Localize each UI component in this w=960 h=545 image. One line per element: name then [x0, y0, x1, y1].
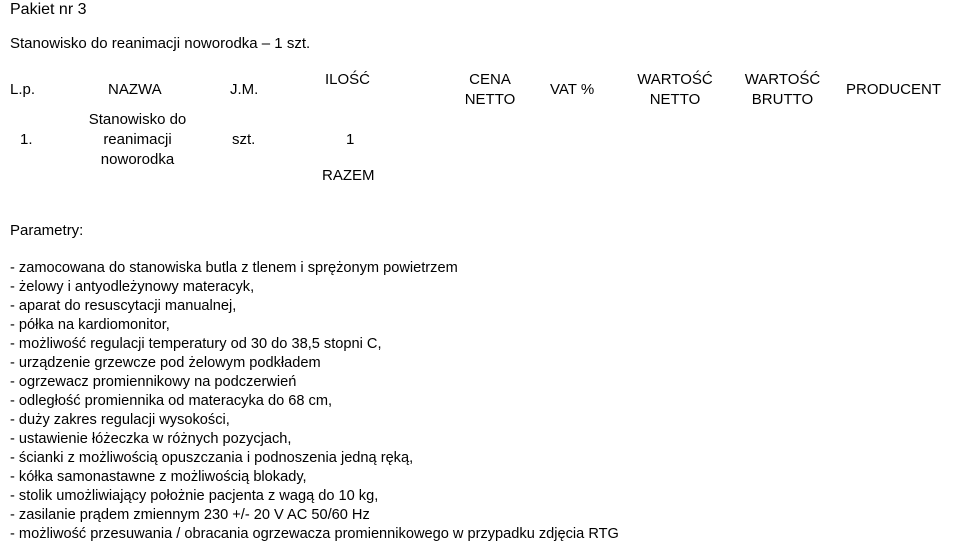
header-wartosc-brutto-line1: WARTOŚĆ — [744, 71, 821, 88]
header-producent: PRODUCENT — [846, 81, 942, 98]
header-wartosc-brutto — [735, 70, 830, 110]
row-nazwa — [80, 110, 195, 170]
header-wartosc-brutto-line2: BRUTTO — [751, 91, 814, 108]
parameters-list — [10, 259, 619, 544]
row-nazwa-line2: reanimacji — [103, 131, 172, 148]
parameter-item: - zasilanie prądem zmiennym 230 +/- 20 V AC 50/60 Hz — [10, 507, 370, 523]
parameter-item: - ogrzewacz promiennikowy na podczerwień — [10, 374, 297, 390]
parameter-item: - odległość promiennika od materacyka do 68 cm, — [10, 393, 333, 409]
document-subtitle: Stanowisko do reanimacji noworodka – 1 szt. — [10, 35, 311, 52]
header-cena — [455, 70, 525, 110]
parameters-title: Parametry: — [10, 222, 84, 239]
header-jm: J.M. — [230, 81, 259, 98]
header-cena-line1: CENA — [469, 71, 511, 88]
document-title: Pakiet nr 3 — [10, 1, 87, 18]
header-nazwa: NAZWA — [108, 81, 162, 98]
row-nazwa-line1: Stanowisko do — [88, 111, 187, 128]
parameter-item: - możliwość regulacji temperatury od 30 do 38,5 stopni C, — [10, 336, 382, 352]
header-vat: VAT % — [550, 81, 595, 98]
parameter-item: - urządzenie grzewcze pod żelowym podkładem — [10, 355, 321, 371]
header-cena-line2: NETTO — [464, 91, 516, 108]
header-wartosc-netto-line1: WARTOŚĆ — [637, 71, 713, 88]
row-lp: 1. — [20, 131, 33, 148]
parameter-item: - aparat do resuscytacji manualnej, — [10, 298, 237, 314]
parameter-item: - kółka samonastawne z możliwością blokady, — [10, 469, 307, 485]
header-wartosc-netto — [630, 70, 720, 110]
row-ilosc: 1 — [346, 131, 355, 148]
parameter-item: - półka na kardiomonitor, — [10, 317, 170, 333]
parameter-item: - ustawienie łóżeczka w różnych pozycjach, — [10, 431, 292, 447]
parameter-item: - duży zakres regulacji wysokości, — [10, 412, 230, 428]
parameter-item: - stolik umożliwiający położnie pacjenta z wagą do 10 kg, — [10, 488, 379, 504]
parameter-item: - zamocowana do stanowiska butla z tlenem i sprężonym powietrzem — [10, 260, 458, 276]
total-label: RAZEM — [322, 167, 375, 184]
parameter-item: - żelowy i antyodleżynowy materacyk, — [10, 279, 255, 295]
parameter-item: - ścianki z możliwością opuszczania i podnoszenia jedną ręką, — [10, 450, 414, 466]
row-nazwa-line3: noworodka — [100, 151, 175, 168]
header-ilosc: ILOŚĆ — [325, 71, 371, 88]
header-lp: L.p. — [10, 81, 36, 98]
row-jm: szt. — [232, 131, 256, 148]
parameter-item: - możliwość przesuwania / obracania ogrzewacza promiennikowego w przypadku zdjęcia RTG — [10, 526, 619, 542]
header-wartosc-netto-line2: NETTO — [649, 91, 701, 108]
